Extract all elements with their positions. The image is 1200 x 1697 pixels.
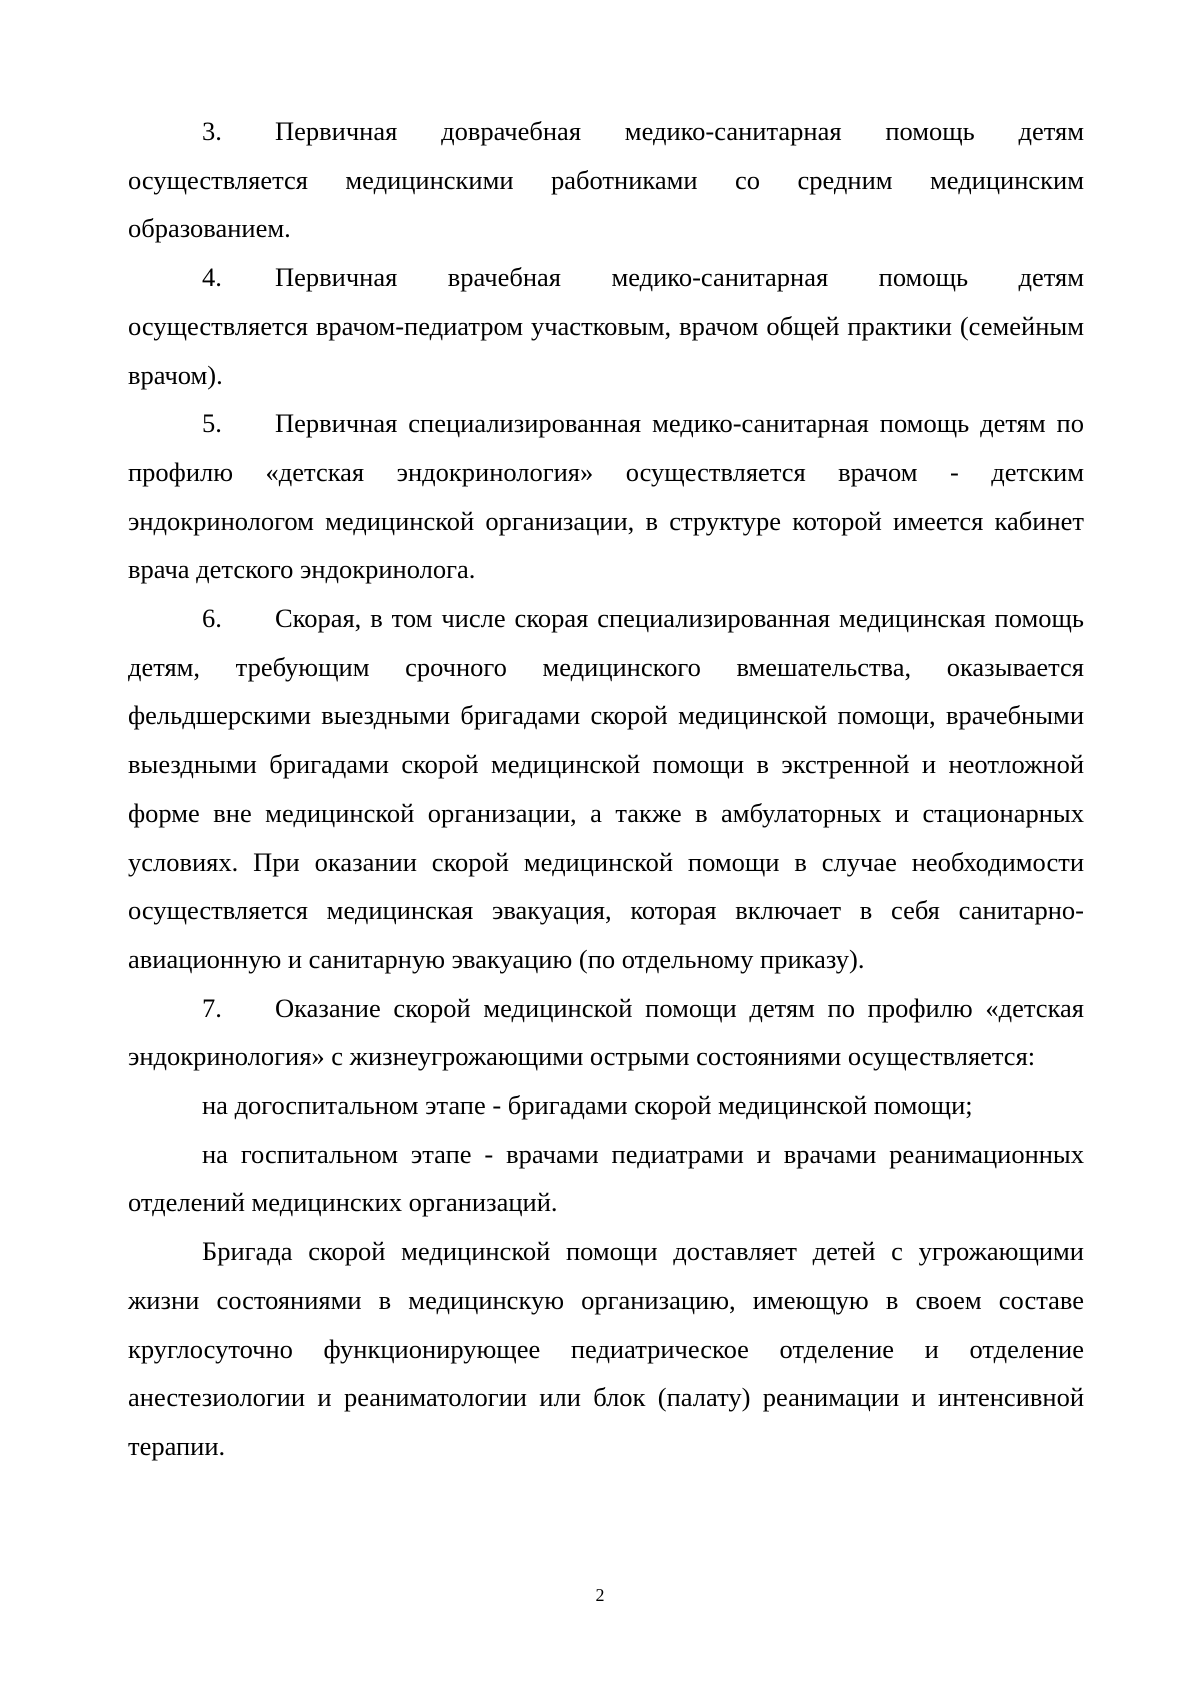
paragraph-7	[128, 984, 1084, 1081]
paragraph-text: Оказание скорой медицинской помощи детям по профилю «детская эндокринология» с жизнеугрожающими острыми состояниями осуществляется:	[128, 992, 1084, 1072]
paragraph-5	[128, 399, 1084, 594]
paragraph-text: Первичная специализированная медико-санитарная помощь детям по профилю «детская эндокринология» осуществляется врачом - детским эндокринологом медицинской организации, в структуре которой имеется кабинет врача детского эндокринолога.	[128, 408, 1084, 585]
paragraph-text: Первичная врачебная медико-санитарная помощь детям осуществляется врачом-педиатром участковым, врачом общей практики (семейным врачом).	[128, 262, 1084, 390]
paragraph-number: 5.	[202, 408, 222, 439]
brigade-paragraph: Бригада скорой медицинской помощи доставляет детей с угрожающими жизни состояниями в медицинскую организацию, имеющую в своем составе круглосуточно функционирующее педиатрическое отделение и отделение анестезиологии и реаниматологии или блок (палату) реанимации и интенсивной терапии.	[128, 1236, 1084, 1461]
paragraph-3	[128, 107, 1084, 253]
stage-hospital: на госпитальном этапе - врачами педиатрами и врачами реанимационных отделений медицинских организаций.	[128, 1138, 1084, 1218]
stage-prehospital: на догоспитальном этапе - бригадами скорой медицинской помощи;	[202, 1090, 973, 1121]
paragraph-number: 4.	[202, 262, 222, 293]
page-number: 2	[595, 1585, 605, 1605]
paragraph-text: Первичная доврачебная медико-санитарная помощь детям осуществляется медицинскими работниками со средним медицинским образованием.	[128, 116, 1084, 244]
paragraph-number: 3.	[202, 116, 222, 146]
paragraph-number: 6.	[202, 603, 222, 634]
paragraph-text: Скорая, в том числе скорая специализированная медицинская помощь детям, требующим срочного медицинского вмешательства, оказывается фельдшерскими выездными бригадами скорой медицинской помощи, врачебными выездными бригадами скорой медицинской помощи в экстренной и неотложной форме вне медицинской организации, а также в амбулаторных и стационарных условиях. При оказании скорой медицинской помощи в случае необходимости осуществляется медицинская эвакуация, которая включает в себя санитарно-авиационную и санитарную эвакуацию (по отдельному приказу).	[128, 603, 1084, 974]
paragraph-4	[128, 253, 1084, 399]
paragraph-number: 7.	[202, 992, 222, 1023]
paragraph-6	[128, 594, 1084, 984]
document-page	[128, 107, 1084, 1471]
